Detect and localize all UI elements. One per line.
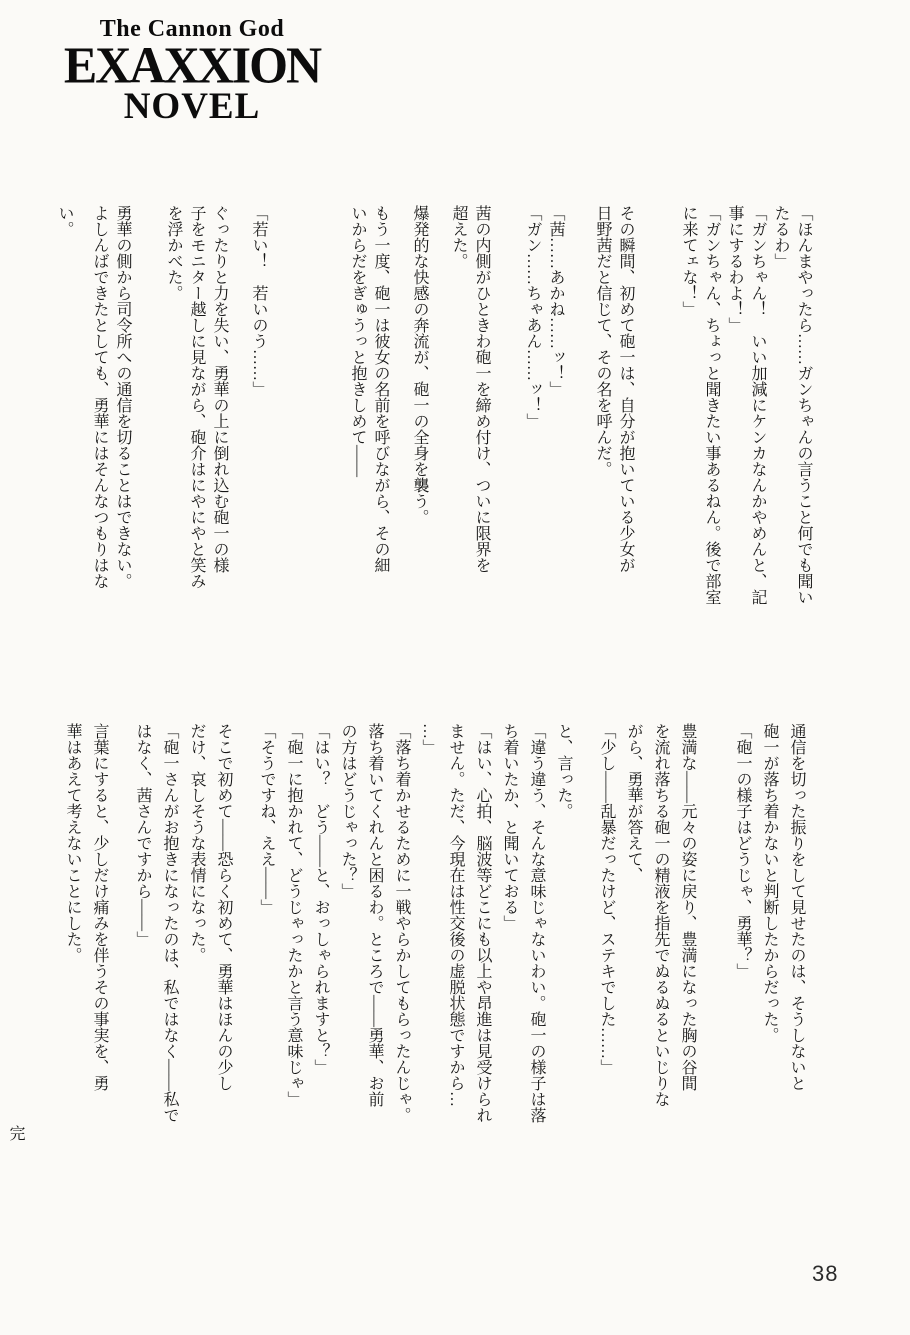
text-column: 「落ち着かせるために一戦やらかしてもらったんじゃ。 [393,723,410,1123]
text-column: の方はどうじゃった？」 [339,723,356,899]
text-column: 爆発的な快感の奔流が、砲一の全身を襲う。 [411,205,428,525]
exaxxion-logo [58,16,326,126]
text-column: 事にするわよ！」 [726,205,743,333]
lower-text-block [2,723,826,1141]
text-column: ません。ただ、今現在は性交後の虚脱状態ですから… [447,723,464,1107]
text-column: 「はい？ どう――と、おっしゃられますと？」 [312,723,329,1075]
text-column: を流れ落ちる砲一の精液を指先でぬるぬるといじりな [652,723,669,1107]
text-column: 「ほんまやったら……ガンちゃんの言うこと何でも聞い [795,205,812,605]
text-column: い。 [56,205,73,237]
text-column: よしんばできたとしても、勇華にはそんなつもりはな [91,205,108,589]
text-column: 超えた。 [450,205,467,269]
text-column: 茜の内側がひときわ砲一を締め付け、ついに限界を [473,205,490,573]
text-column: がら、勇華が答えて、 [625,723,642,883]
text-column: 「少し――乱暴だったけど、ステキでした……」 [598,723,615,1075]
text-column: 「砲一さんがお抱きになったのは、私ではなく――私で [161,723,178,1123]
text-column: 「ガンちゃん、ちょっと聞きたい事あるねん。後で部室 [703,205,720,605]
text-column: ぐったりと力を失い、勇華の上に倒れ込む砲一の様 [211,205,228,573]
text-column: はなく、茜さんですから――」 [134,723,151,947]
text-column: 言葉にすると、少しだけ痛みを伴うその事実を、勇 [91,723,108,1091]
text-column: と、言った。 [555,723,572,819]
text-column: 「違う違う、そんな意味じゃないわい。砲一の様子は落 [528,723,545,1123]
text-column: 通信を切った振りをして見せたのは、そうしないと [788,723,805,1091]
text-column: 豊満な――元々の姿に戻り、豊満になった胸の谷間 [679,723,696,1091]
text-column: 「砲一に抱かれて、どうじゃったかと言う意味じゃ」 [285,723,302,1107]
text-column: 「茜……あかね……ッ！」 [547,205,564,397]
logo-subtitle: The Cannon God [99,16,285,42]
text-column: を浮かべた。 [165,205,182,301]
text-column: 落ち着いてくれんと困るわ。ところで――勇華、お前 [366,723,383,1107]
page-number: 38 [812,1261,839,1286]
text-column: いからだをぎゅうっと抱きしめて―― [349,205,366,477]
text-column: 「若い！ 若いのう……」 [250,205,267,397]
text-column: 「そうですね、ええ――」 [258,723,275,915]
story-end-mark: 完 [7,1125,24,1141]
text-column: 華はあえて考えないことにした。 [64,723,81,963]
text-column: 「はい、心拍、脳波等どこにも以上や昂進は見受けられ [474,723,491,1123]
logo-title: EXAXXION [63,35,321,95]
text-column: たるわ」 [772,205,789,269]
text-column: 子をモニター越しに見ながら、砲介はにやにやと笑み [188,205,205,589]
text-column: 砲一が落ち着かないと判断したからだった。 [761,723,778,1043]
text-column: 「砲一の様子はどうじゃ、勇華？」 [734,723,751,979]
text-column: その瞬間、初めて砲一は、自分が抱いている少女が [617,205,634,573]
text-column: ち着いたか、と聞いておる」 [501,723,518,931]
text-column: 「ガン……ちゃあん……ッ！」 [524,205,541,429]
logo-novel-label: NOVEL [123,86,261,127]
text-column: 「ガンちゃん！ いい加減にケンカなんかやめんと、記 [749,205,766,605]
text-column: …」 [420,723,437,755]
text-column: もう一度、砲一は彼女の名前を呼びながら、その細 [372,205,389,573]
text-column: 勇華の側から司令所への通信を切ることはできない。 [114,205,131,589]
upper-text-block [53,205,815,637]
text-column: だけ、哀しそうな表情になった。 [188,723,205,963]
text-column: に来てェな！」 [680,205,697,317]
text-column: そこで初めて――恐らく初めて、勇華はほんの少し [215,723,232,1091]
text-column: 日野茜だと信じて、その名を呼んだ。 [594,205,611,477]
